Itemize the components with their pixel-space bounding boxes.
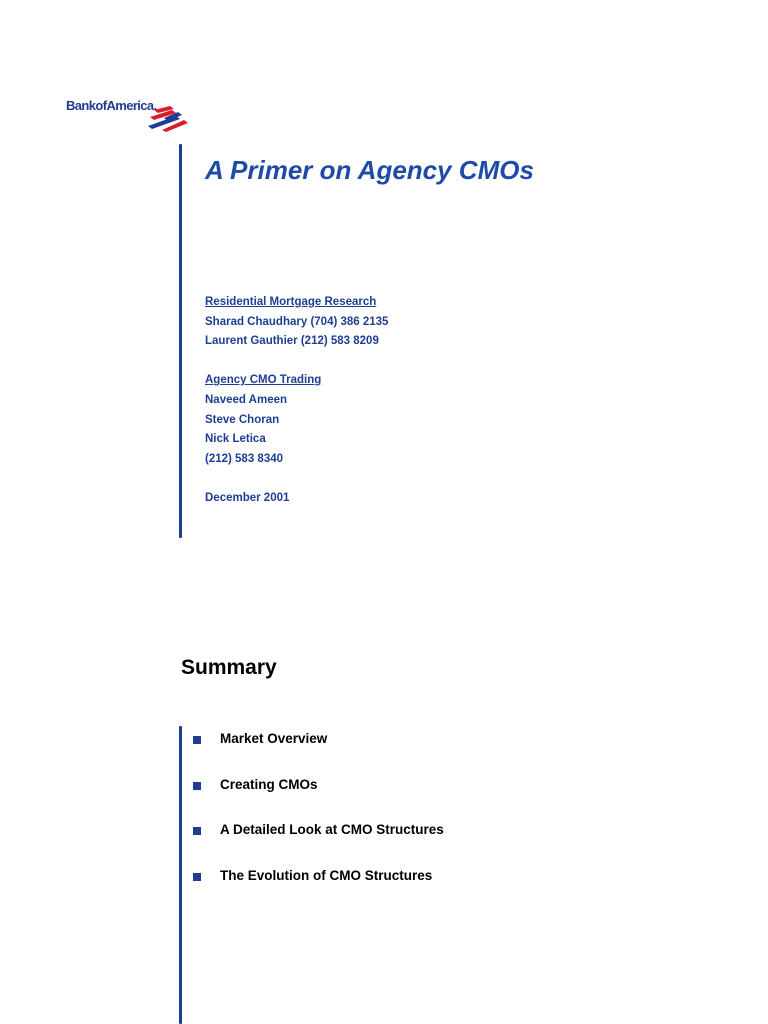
contact-block	[205, 293, 388, 509]
bullet-square-icon	[193, 827, 201, 835]
bullet-square-icon	[193, 782, 201, 790]
flag-icon	[148, 106, 188, 132]
list-item-text: The Evolution of CMO Structures	[220, 867, 433, 883]
document-title: A Primer on Agency CMOs	[205, 155, 534, 185]
contact-line: Naveed Ameen	[205, 393, 288, 406]
trading-heading: Agency CMO Trading	[205, 374, 322, 387]
contact-line: (212) 583 8340	[205, 452, 284, 465]
logo-text: BankofAmerica.	[66, 98, 157, 113]
vertical-rule-top	[179, 144, 182, 538]
research-heading: Residential Mortgage Research	[205, 296, 377, 308]
list-item-text: A Detailed Look at CMO Structures	[220, 822, 444, 837]
bullet-square-icon	[193, 736, 201, 744]
list-item-text: Market Overview	[220, 731, 328, 746]
contact-line: Sharad Chaudhary (704) 386 2135	[205, 315, 389, 328]
contact-line: Steve Choran	[205, 413, 280, 426]
summary-heading: Summary	[181, 656, 277, 679]
contact-line: Nick Letica	[205, 433, 266, 446]
publication-date: December 2001	[205, 491, 290, 504]
bank-of-america-logo	[66, 98, 196, 134]
list-item-text: Creating CMOs	[220, 776, 318, 792]
bullet-square-icon	[193, 873, 201, 881]
vertical-rule-bottom	[179, 726, 182, 1024]
contact-line: Laurent Gauthier (212) 583 8209	[205, 335, 379, 348]
